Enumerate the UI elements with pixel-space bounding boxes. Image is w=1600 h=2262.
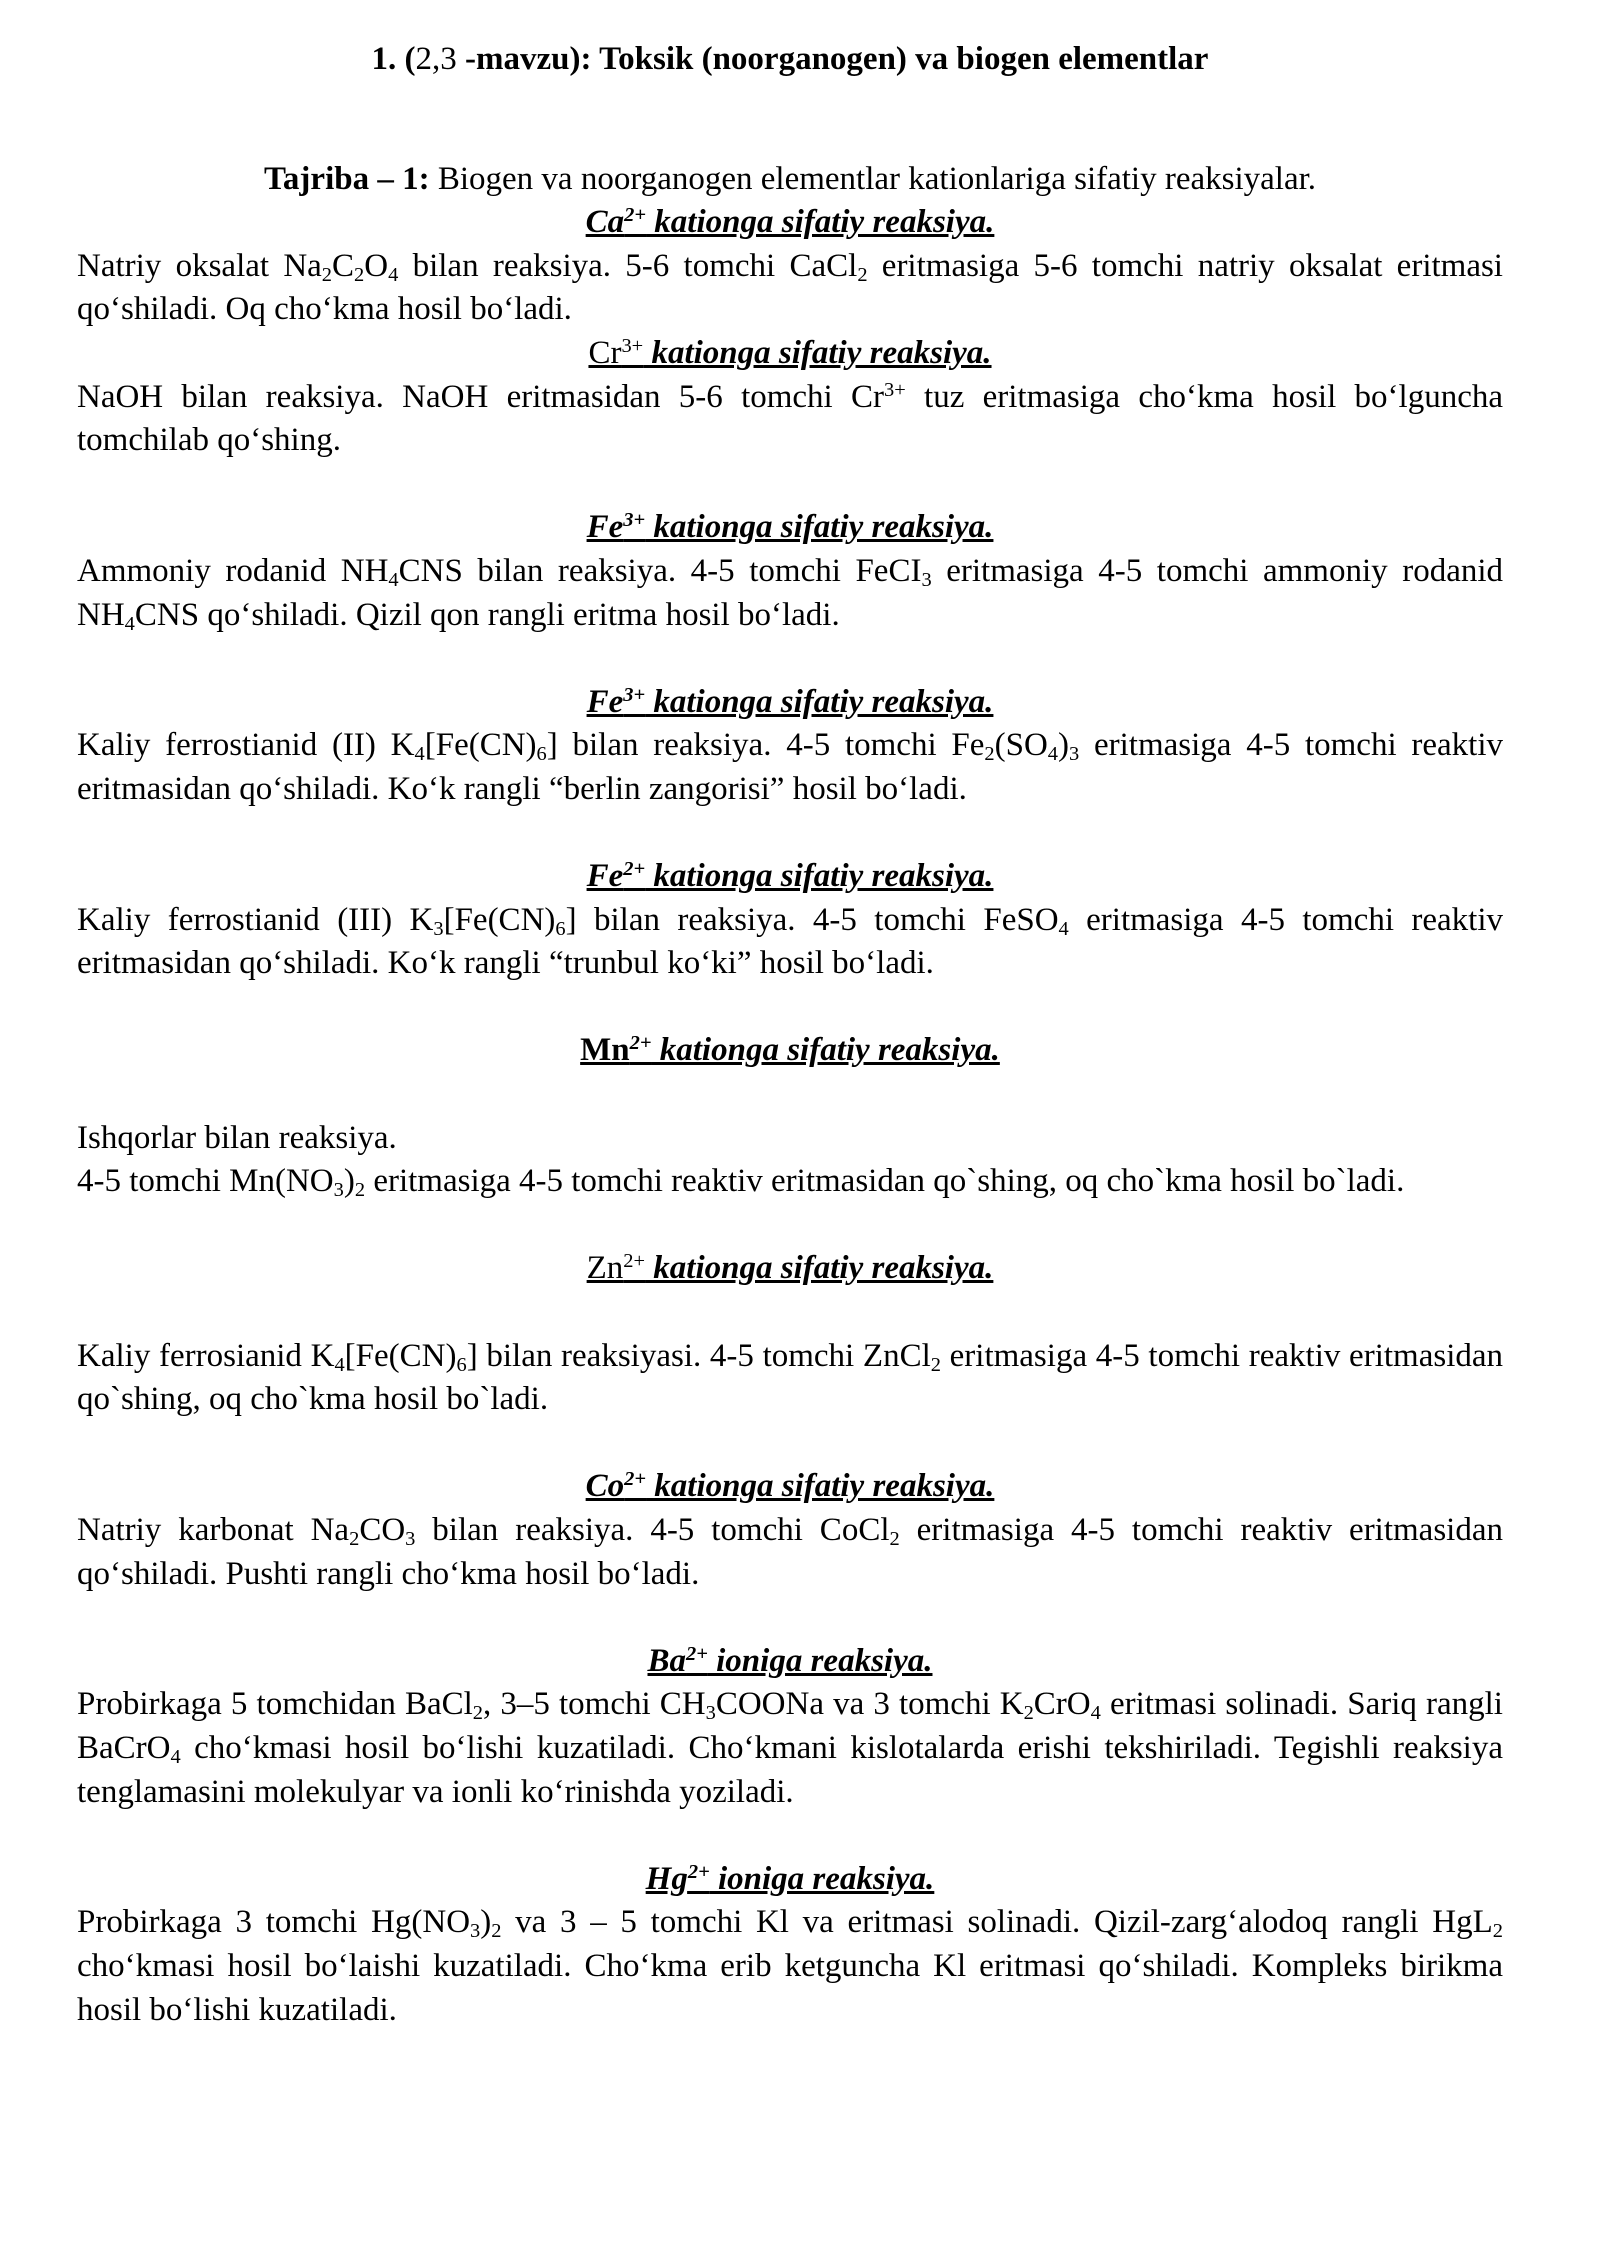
heading-hg: $Hg^{2+}$ ioniga reaksiya.	[645, 1860, 935, 1897]
heading-zn: $Zn^{2+}$ kationga sifatiy reaksiya.	[586, 1250, 994, 1287]
paragraph-hg: Probirkaga 3 tomchi $Hg(NO_3)_2$ va 3 – 5 tomchi Kl va eritmasi solinadi. Qizil-zarg‘alodoq rangli HgL$_2$ cho‘kmasi hosil bo‘laishi kuzatiladi. Cho‘kma erib ketguncha Kl eritmasi qo‘shiladi. Kompleks birikma hosil bo‘lishi kuzatiladi.	[77, 1904, 1503, 2028]
paragraph-fe3-rodanid: Ammoniy rodanid $NH_4CNS$ bilan reaksiya. 4-5 tomchi FeCI$_3$ eritmasiga 4-5 tomchi ammoniy rodanid $NH_4CNS$ qo‘shiladi. Qizil qon rangli eritma hosil bo‘ladi.	[77, 552, 1504, 635]
paragraph-mn: 4-5 tomchi $Mn(NO_3)_2$ eritmasiga 4-5 tomchi reaktiv eritmasidan qo`shing, oq cho`kma hosil bo`ladi.	[77, 1163, 1405, 1202]
heading-fe3-ferrostianid: $Fe^{3+}$ kationga sifatiy reaksiya.	[586, 683, 994, 720]
experiment-intro: Tajriba – 1: Biogen va noorganogen elementlar kationlariga sifatiy reaksiyalar.	[263, 160, 1317, 197]
paragraph-ba: Probirkaga 5 tomchidan BaCl$_2$, 3–5 tomchi $CH_3COONa$ va 3 tomchi $K_2CrO_4$ eritmasi solinadi. Sariq rangli BaCrO$_4$ cho‘kmasi hosil bo‘lishi kuzatiladi. Cho‘kmani kislotalarda erishi tekshiriladi. Tegishli reaksiya tenglamasini molekulyar va ionli ko‘rinishda yoziladi.	[77, 1686, 1503, 1810]
heading-mn: $Mn^{2+}$ kationga sifatiy reaksiya.	[580, 1032, 1000, 1069]
page-title: 1. (2,3 -mavzu): Toksik (noorganogen) va biogen elementlar	[371, 41, 1209, 77]
experiment-label: Tajriba – 1:	[263, 160, 430, 197]
heading-fe2: $Fe^{2+}$ kationga sifatiy reaksiya.	[586, 857, 994, 895]
heading-cr: $Cr^{3+}$ kationga sifatiy reaksiya.	[588, 334, 992, 371]
heading-co: $Co^{2+}$ kationga sifatiy reaksiya.	[585, 1468, 995, 1505]
paragraph-co: Natriy karbonat $Na_2CO_3$ bilan reaksiya. 4-5 tomchi CoCl$_2$ eritmasiga 4-5 tomchi reaktiv eritmasidan qo‘shiladi. Pushti rangli cho‘kma hosil bo‘ladi.	[77, 1512, 1503, 1592]
heading-ba: $Ba^{2+}$ ioniga reaksiya.	[647, 1642, 933, 1679]
paragraph-fe3-ferrostianid: Kaliy ferrostianid (II) $K_4[Fe(CN)_6]$ bilan reaksiya. 4-5 tomchi $Fe_2(SO_4)_3$ eritmasiga 4-5 tomchi reaktiv eritmasidan qo‘shiladi. Ko‘k rangli “berlin zangorisi” hosil bo‘ladi.	[77, 727, 1503, 807]
heading-fe3-rodanid: $Fe^{3+}$ kationga sifatiy reaksiya.	[586, 509, 994, 546]
paragraph-cr: NaOH bilan reaksiya. NaOH eritmasidan 5-6 tomchi $Cr^{3+}$ tuz eritmasiga cho‘kma hosil bo‘lguncha tomchilab qo‘shing.	[77, 378, 1503, 459]
paragraph-ca: Natriy oksalat $Na_2C_2O_4$ bilan reaksiya. 5-6 tomchi CaCl$_2$ eritmasiga 5-6 tomchi natriy oksalat eritmasi qo‘shiladi. Oq cho‘kma hosil bo‘ladi.	[77, 247, 1503, 328]
paragraph-zn: Kaliy ferrosianid $K_4[Fe(CN)_6]$ bilan reaksiyasi. 4-5 tomchi ZnCl$_2$ eritmasiga 4-5 tomchi reaktiv eritmasidan qo`shing, oq cho`kma hosil bo`ladi.	[77, 1337, 1504, 1418]
heading-ca: $Ca^{2+}$ kationga sifatiy reaksiya.	[585, 203, 995, 241]
paragraph-fe2: Kaliy ferrostianid (III) $K_3[Fe(CN)_6]$ bilan reaksiya. 4-5 tomchi FeSO$_4$ eritmasiga 4-5 tomchi reaktiv eritmasidan qo‘shiladi. Ko‘k rangli “trunbul ko‘ki” hosil bo‘ladi.	[77, 901, 1503, 982]
paragraph-mn-intro: Ishqorlar bilan reaksiya.	[77, 1119, 397, 1156]
